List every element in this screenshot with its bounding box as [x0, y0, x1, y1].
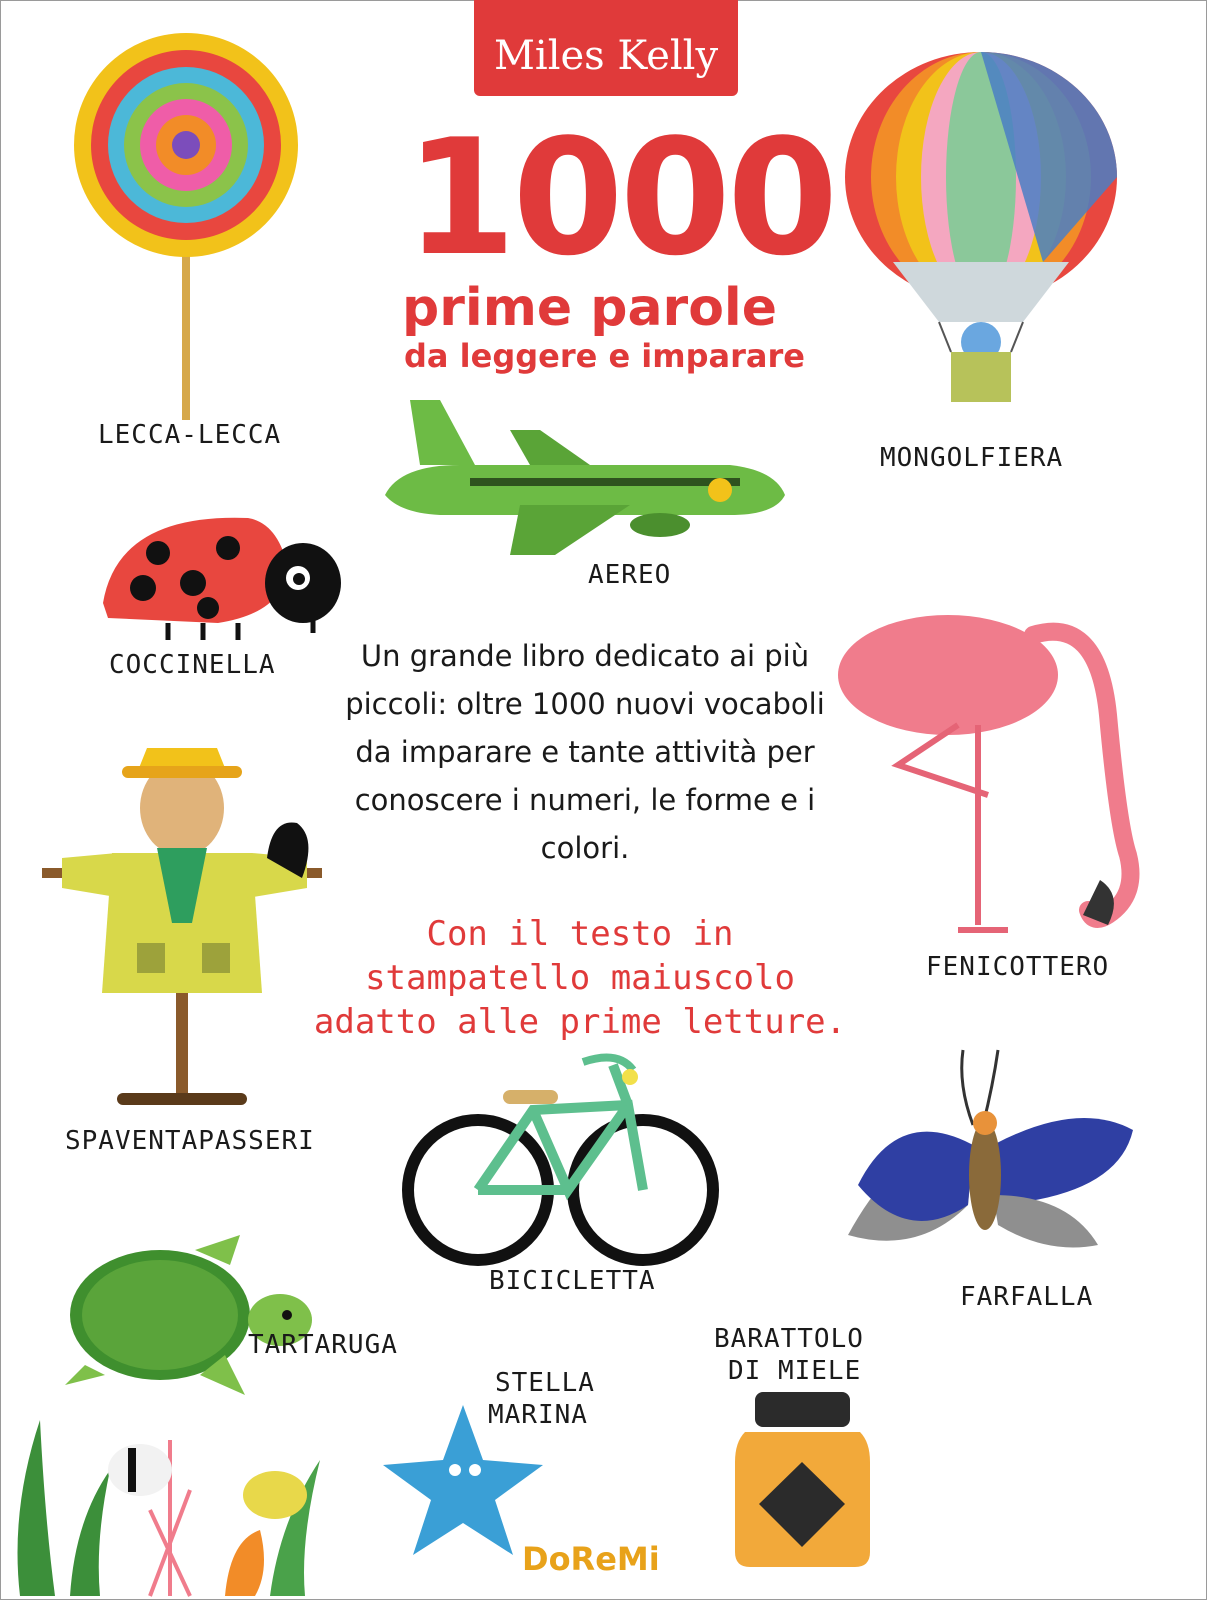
- turtle-illustration: [65, 1235, 315, 1395]
- label-starfish-line1: STELLA: [495, 1368, 595, 1398]
- butterfly-illustration: [848, 1045, 1133, 1260]
- scarecrow-illustration: [42, 748, 327, 1108]
- balloon-illustration: [843, 52, 1123, 422]
- label-honey-line1: BARATTOLO: [714, 1324, 864, 1354]
- publisher-name: Miles Kelly: [493, 33, 719, 79]
- brand-logo: [522, 1540, 660, 1578]
- cover-description: Un grande libro dedicato ai più piccoli: oltre 1000 nuovi vocaboli da imparare e tante attività per conoscere i numeri, le forme e i colori.: [345, 639, 825, 865]
- title-subtitle: da leggere e imparare: [404, 337, 805, 375]
- label-ladybug: COCCINELLA: [109, 650, 276, 680]
- bicycle-illustration: [403, 1050, 723, 1270]
- honey-jar-illustration: [735, 1392, 870, 1567]
- label-turtle: TARTARUGA: [248, 1330, 398, 1360]
- publisher-banner: [474, 0, 738, 96]
- label-plane: AEREO: [588, 560, 672, 590]
- note-line: Con il testo in: [426, 914, 734, 954]
- note-line: adatto alle prime letture.: [313, 1002, 847, 1042]
- label-honey-line2: DI MIELE: [728, 1356, 862, 1386]
- label-starfish-line2: MARINA: [488, 1400, 588, 1430]
- title-main: prime parole: [402, 278, 778, 338]
- label-flamingo: FENICOTTERO: [926, 952, 1110, 982]
- label-scarecrow: SPAVENTAPASSERI: [65, 1126, 315, 1156]
- label-balloon: MONGOLFIERA: [880, 443, 1064, 473]
- lollipop-illustration: [75, 45, 305, 420]
- flamingo-illustration: [838, 595, 1148, 945]
- title-number: 1000: [405, 104, 835, 291]
- ladybug-illustration: [98, 508, 343, 643]
- note-line: stampatello maiuscolo: [365, 958, 795, 998]
- label-lollipop: LECCA-LECCA: [98, 420, 282, 450]
- airplane-illustration: [380, 395, 790, 560]
- coral-reef-illustration: [0, 1400, 335, 1596]
- label-butterfly: FARFALLA: [960, 1282, 1094, 1312]
- starfish-illustration: [383, 1405, 543, 1555]
- cover-note: [310, 912, 850, 1044]
- brand-name: DoReMi: [522, 1540, 660, 1578]
- label-bicycle: BICICLETTA: [489, 1266, 656, 1296]
